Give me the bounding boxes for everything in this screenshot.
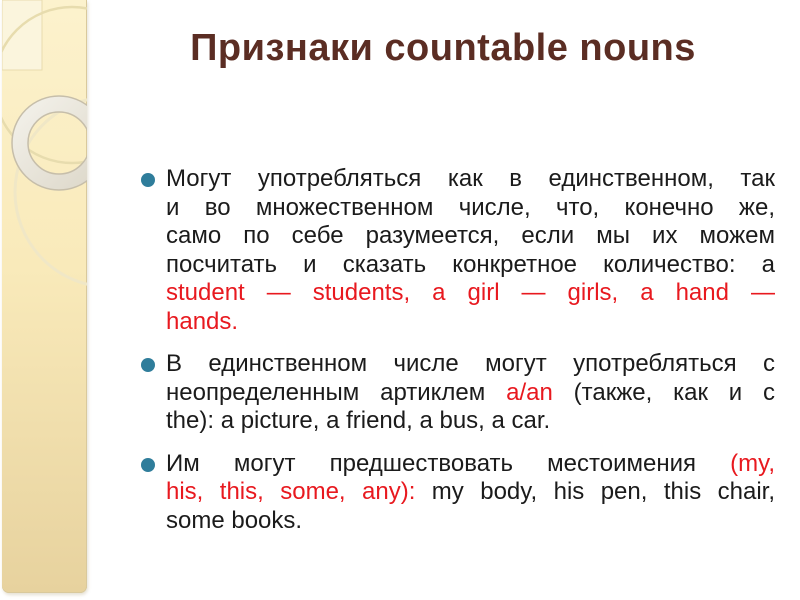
text-line: [166, 379, 775, 408]
text-line: [166, 450, 775, 479]
bullet-icon: [141, 173, 155, 187]
text-line: [166, 478, 775, 507]
text-segment: неопределенным артиклем: [166, 378, 507, 406]
sidebar-decor-graphic: [2, 0, 87, 593]
bullet-list: [141, 165, 775, 549]
text-segment: hands.: [166, 307, 239, 335]
text-segment: some books.: [166, 506, 303, 534]
text-line: [166, 279, 775, 308]
decorative-square: [2, 0, 42, 70]
text-line: [166, 350, 775, 379]
list-item: [141, 450, 775, 536]
text-segment: само по себе разумеется, если мы их можем: [166, 222, 775, 249]
text-line: [166, 507, 775, 536]
text-line: [166, 222, 775, 251]
text-line: [166, 251, 775, 280]
text-segment: посчитать и сказать конкретное количество: a: [166, 250, 775, 278]
list-item: [141, 165, 775, 336]
text-segment: В единственном числе могут употребляться с: [166, 350, 775, 377]
text-segment: my body, his pen, this chair,: [415, 478, 775, 505]
bullet-icon: [141, 358, 155, 372]
text-segment: Им могут предшествовать местоимения: [166, 449, 731, 477]
decorative-sidebar: [2, 0, 87, 593]
text-segment: (my,: [730, 449, 775, 477]
text-segment: Могут употребляться как в единственном, так: [166, 165, 775, 192]
text-segment: his, this, some, any):: [166, 478, 416, 505]
text-segment: и во множественном числе, что, конечно же,: [166, 193, 775, 221]
text-segment: the): a picture, a friend, a bus, a car.: [166, 407, 551, 434]
bullet-icon: [141, 458, 155, 472]
text-line: [166, 407, 775, 436]
text-line: [166, 165, 775, 194]
text-segment: (также, как и с: [552, 378, 775, 406]
slide-title: Признаки countable nouns: [190, 27, 696, 69]
text-line: [166, 308, 775, 337]
decorative-ring-icon: [12, 96, 87, 190]
text-segment: a/an: [506, 378, 553, 406]
list-item: [141, 350, 775, 436]
text-segment: student — students, a girl — girls, a hand —: [166, 279, 775, 306]
text-line: [166, 194, 775, 223]
